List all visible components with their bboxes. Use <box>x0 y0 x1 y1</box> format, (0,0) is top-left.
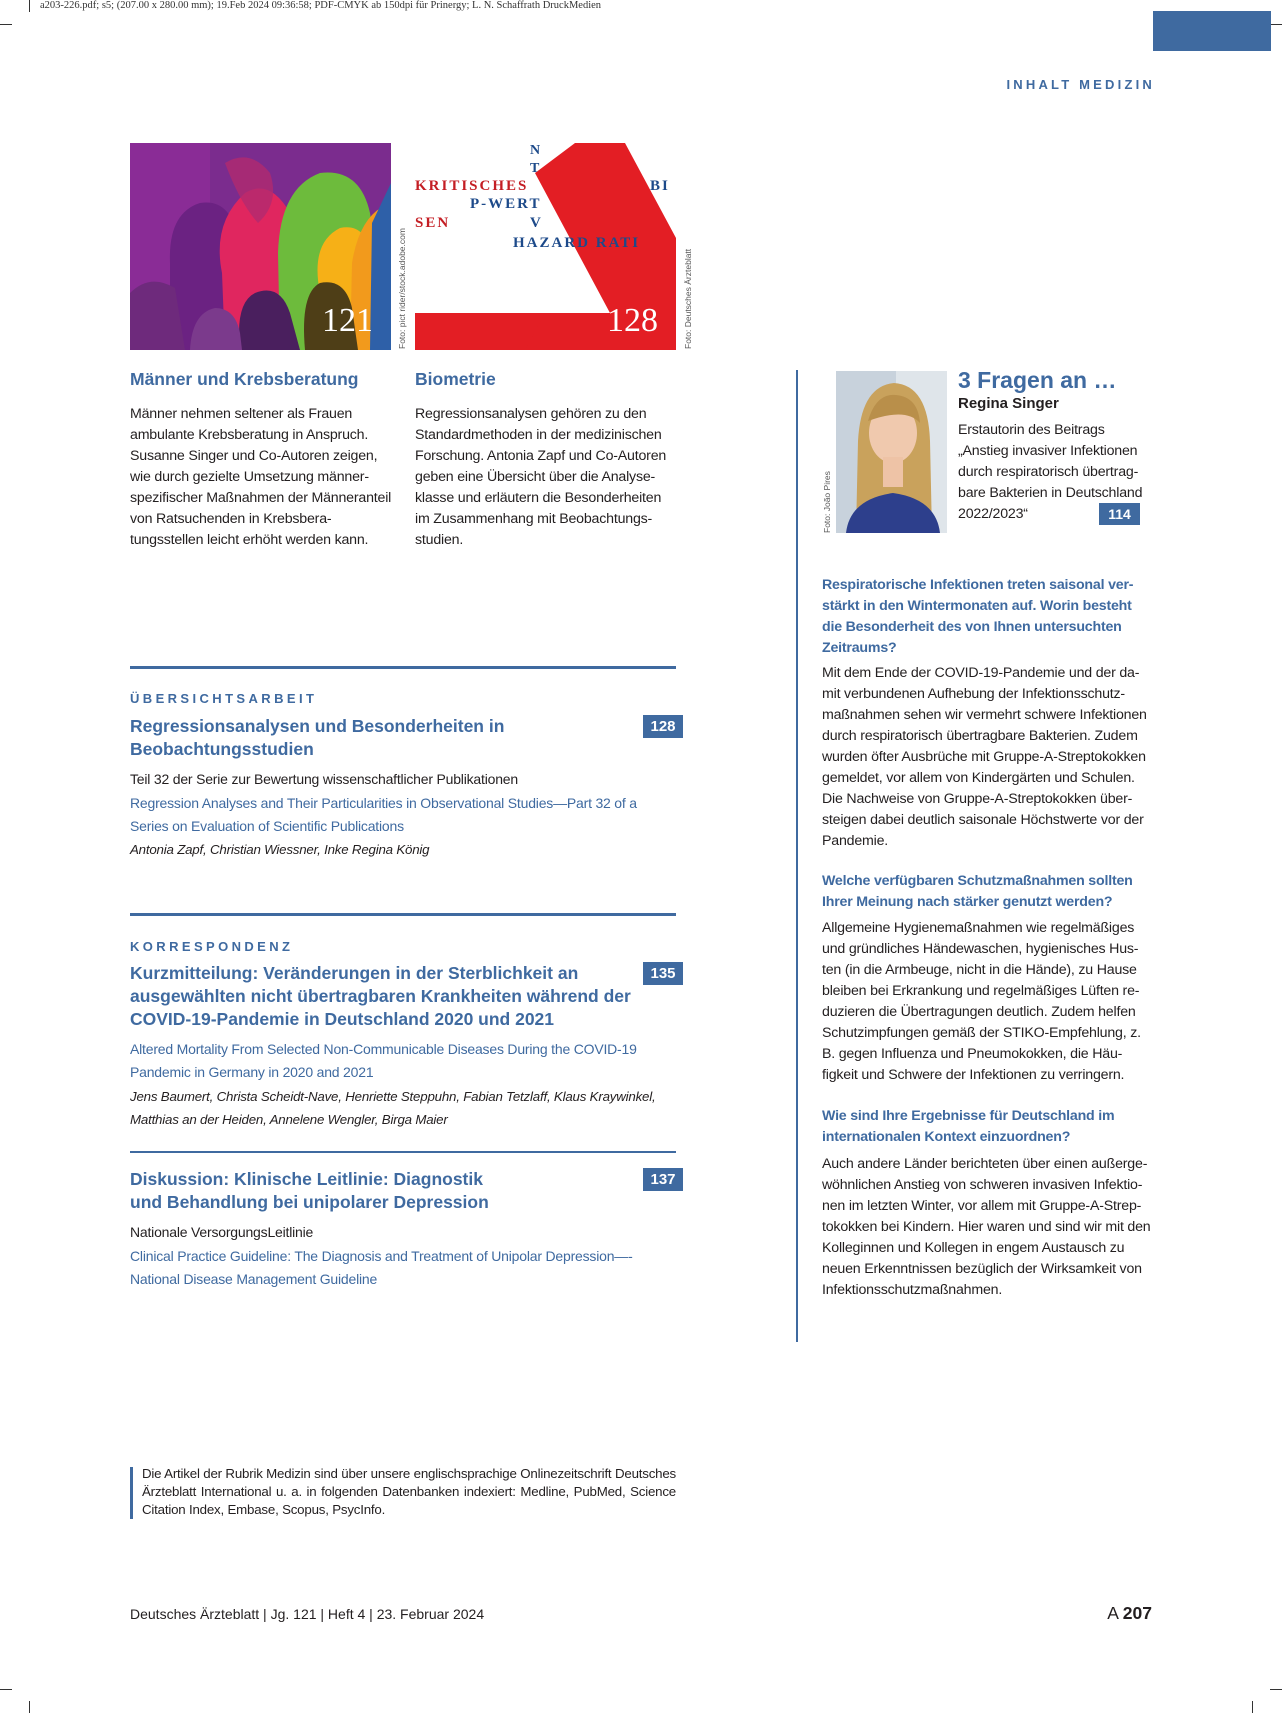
feature-title[interactable]: Biometrie <box>415 369 496 389</box>
article-authors: Antonia Zapf, Christian Wiessner, Inke Regina König <box>130 842 430 857</box>
interview-heading: 3 Fragen an … <box>958 367 1117 393</box>
biometrics-word-n: N <box>530 143 541 158</box>
feature-image-silhouettes[interactable] <box>130 143 391 350</box>
page-number-badge[interactable]: 137 <box>643 1168 683 1191</box>
crop-mark <box>0 1689 12 1690</box>
article-title[interactable]: Diskussion: Klinische Leitlinie: Diagnostik und Behandlung bei unipolarer Depression <box>130 1169 489 1212</box>
feature-text: Regressionsanalysen gehören zu den Standardmethoden in der medizinischen Forschung. Antonia Zapf und Co-Autoren geben eine Übersicht über die Analyseklasse und erläutern die Besonderheiten im Zusammenhang mit Beobachtungsstudien. <box>415 406 667 548</box>
crop-mark <box>29 0 30 12</box>
print-metadata: a203-226.pdf; s5; (207.00 x 280.00 mm); 19.Feb 2024 09:36:58; PDF-CMYK ab 150dpi für Prinergy; L. N. Schaffrath DruckMedien <box>40 0 602 11</box>
article-english-title[interactable]: Clinical Practice Guideline: The Diagnosis and Treatment of Unipolar Depression—- National Disease Management Guideline <box>130 1248 633 1287</box>
section-divider <box>130 666 676 669</box>
interview-question: Welche verfügbaren Schutzmaßnahmen sollten Ihrer Meinung nach stärker genutzt werden? <box>822 873 1133 910</box>
interview-description: Erstautorin des Beitrags „Anstieg invasiver Infektionen durch respiratorisch übertragbare Bakterien in Deutschland 2022/2023“ <box>958 422 1143 522</box>
interview-answer: Auch andere Länder berichteten über einen außergewöhnlichen Anstieg von schweren invasiven Infektionen im letzten Winter, vor allem mit Gruppe-A-Streptokokken bei Kindern. Hier waren und sind wir mit den Kolleginnen und Kollegen in engem Austausch zu neuen Erkenntnissen bezüglich der Wirksamkeit von Infektionsschutzmaßnahmen. <box>822 1156 1151 1298</box>
biometrics-word-v: V <box>530 215 541 231</box>
interview-side-rule <box>796 370 798 1342</box>
crop-mark <box>1252 1701 1253 1713</box>
page-number-badge[interactable]: 135 <box>643 962 683 985</box>
portrait-photo <box>836 371 947 533</box>
biometrics-word-bi: BI <box>650 178 670 194</box>
biometrics-word-wissenschaftlicher: NSCHAFTLICHER <box>415 254 572 270</box>
article-category: KORRESPONDENZ <box>130 939 294 954</box>
photo-credit: Foto: João Pires <box>822 471 832 533</box>
page-number-badge[interactable]: 114 <box>1099 503 1140 525</box>
feature-image-biometrics[interactable] <box>415 143 676 350</box>
article-authors: Jens Baumert, Christa Scheidt-Nave, Henriette Steppuhn, Fabian Tetzlaff, Klaus Kraywinkel, Matthias an der Heiden, Annelene Wengler, Birga Maier <box>130 1089 656 1127</box>
portrait-illustration <box>836 371 947 533</box>
article-title[interactable]: Regressionsanalysen und Besonderheiten in Beobachtungsstudien <box>130 716 505 759</box>
interview-answer: Allgemeine Hygienemaßnahmen wie regelmäßiges und gründliches Händewaschen, hygienisches Husten (in die Armbeuge, nicht in die Hände), zu Hause bleiben bei Erkrankung und regelmäßiges Lüften reduzieren die Übertragungen deutlich. Zudem helfen Schutzimpfungen gemäß der STIKO-Empfehlung, z. B. gegen Influenza und Pneumokokken, die Häufigkeit und Schwere der Infektionen zu verringern. <box>822 920 1141 1083</box>
photo-credit: Foto: Deutsches Ärzteblatt <box>683 248 693 349</box>
photo-credit: Foto: pict rider/stock.adobe.com <box>397 228 407 349</box>
crop-mark <box>1270 1689 1282 1690</box>
crop-mark <box>29 1701 30 1713</box>
index-note-bar <box>130 1467 133 1519</box>
interview-question: Respiratorische Infektionen treten saisonal verstärkt in den Wintermonaten auf. Worin besteht die Besonderheit des von Ihnen untersuchten Zeitraums? <box>822 577 1134 656</box>
feature-text: Männer nehmen seltener als Frauen ambulante Krebsberatung in Anspruch. Susanne Singer und Co-Autoren zeigen, wie durch gezielte Umsetzung männerspezifischer Maßnahmen der Männeranteil von Ratsuchenden in Krebsberatungsstellen leicht erhöht werden kann. <box>130 406 392 548</box>
article-subtitle: Teil 32 der Serie zur Bewertung wissenschaftlicher Publikationen <box>130 771 518 787</box>
section-divider <box>130 1151 676 1153</box>
crop-mark <box>1270 24 1282 25</box>
crop-mark <box>0 24 12 25</box>
interview-name: Regina Singer <box>958 395 1059 412</box>
page-prefix: A <box>1107 1603 1118 1623</box>
article-category: ÜBERSICHTSARBEIT <box>130 691 318 706</box>
index-note: Die Artikel der Rubrik Medizin sind über unsere englischsprachige Onlinezeitschrift Deutsches Ärzteblatt International u. a. in folgenden Datenbanken indexiert: Medline, PubMed, Science Citation Index, Embase, Scopus, PsycInfo. <box>142 1466 676 1517</box>
biometrics-word-hazard-ratio: HAZARD RATI <box>513 235 641 251</box>
biometrics-word-kritisches: KRITISCHES <box>415 178 529 194</box>
interview-question: Wie sind Ihre Ergebnisse für Deutschland im internationalen Kontext einzuordnen? <box>822 1108 1115 1145</box>
feature-page-number: 121 <box>322 302 373 339</box>
feature-page-number: 128 <box>607 302 658 339</box>
page-number: 207 <box>1122 1603 1152 1623</box>
biometrics-word-sen: SEN <box>415 215 451 231</box>
article-subtitle: Nationale VersorgungsLeitlinie <box>130 1224 314 1240</box>
feature-title[interactable]: Männer und Krebsberatung <box>130 369 359 389</box>
footer-publication: Deutsches Ärzteblatt | Jg. 121 | Heft 4 | 23. Februar 2024 <box>130 1606 485 1622</box>
article-english-title[interactable]: Regression Analyses and Their Particularities in Observational Studies—Part 32 of a Series on Evaluation of Scientific Publications <box>130 795 637 834</box>
article-title[interactable]: Kurzmitteilung: Veränderungen in der Sterblichkeit an ausgewählten nicht übertragbaren Krankheiten während der COVID-19-Pandemie in Deutschland 2020 und 2021 <box>130 963 631 1029</box>
biometrics-word-p-wert: P-WERT <box>470 196 542 212</box>
biometrics-word-t: T <box>530 161 540 176</box>
interview-answer: Mit dem Ende der COVID-19-Pandemie und der damit verbundenen Aufhebung der Infektionsschutzmaßnahmen sehen wir vermehrt schwere Infektionen durch respiratorisch übertragbare Bakterien. Zudem wurden öfter Ausbrüche mit Gruppe-A-Streptokokken gemeldet, vor allem von Kindergärten und Schulen. Die Nachweise von Gruppe-A-Streptokokken übersteigen dabei deutlich saisonale Höchstwerte vor der Pandemie. <box>822 665 1147 849</box>
footer-page-number <box>1107 1603 1152 1624</box>
page-number-badge[interactable]: 128 <box>643 715 683 738</box>
section-label: INHALT MEDIZIN <box>1006 77 1155 92</box>
biometrics-word-artikel: ARTIKEL <box>440 273 523 289</box>
section-color-tab <box>1153 11 1271 51</box>
article-english-title[interactable]: Altered Mortality From Selected Non-Communicable Diseases During the COVID-19 Pandemic in Germany in 2020 and 2021 <box>130 1041 637 1080</box>
section-divider <box>130 913 676 916</box>
